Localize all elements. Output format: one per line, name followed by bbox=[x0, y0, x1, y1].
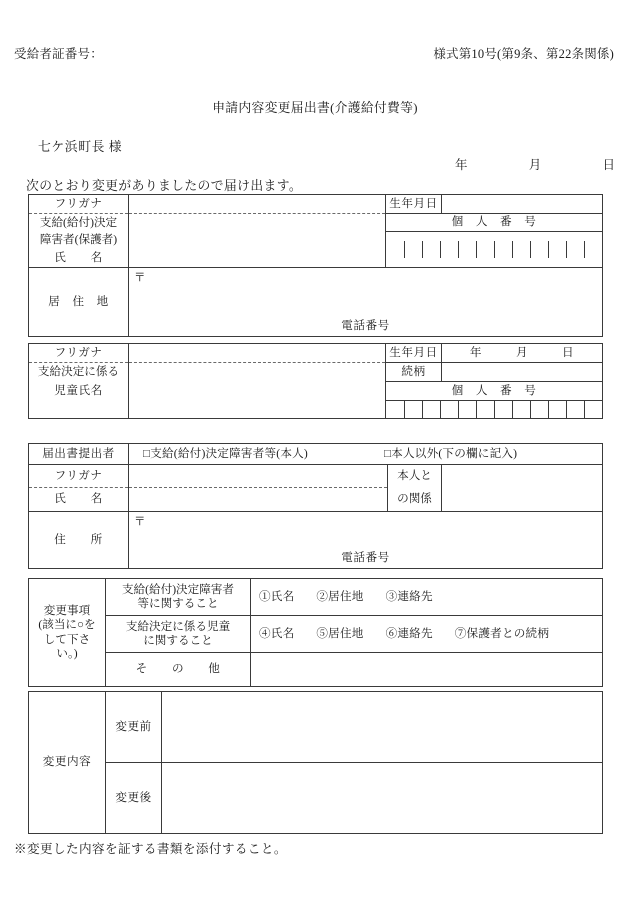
child-birthdate-label: 生年月日 bbox=[386, 344, 442, 363]
mynumber-cell[interactable] bbox=[584, 401, 602, 418]
submitter-checkbox-row bbox=[129, 444, 603, 465]
mynumber-cell[interactable] bbox=[530, 401, 548, 418]
table-row bbox=[29, 363, 603, 382]
change-items-row3-input[interactable] bbox=[251, 653, 603, 687]
change-items-row3-label: そ の 他 bbox=[106, 653, 251, 687]
child-furigana-label: フリガナ bbox=[29, 344, 129, 363]
child-birth-day-label: 日 bbox=[562, 345, 575, 359]
child-mynumber-boxes[interactable] bbox=[386, 401, 603, 419]
child-birth-month-label: 月 bbox=[515, 345, 529, 359]
beneficiary-residence-label: 居 住 地 bbox=[29, 268, 129, 337]
table-row bbox=[29, 465, 603, 488]
option-name[interactable]: ④氏名 bbox=[259, 626, 295, 640]
change-items-title bbox=[29, 579, 106, 687]
change-items-row1-options bbox=[251, 579, 603, 616]
option-residence[interactable]: ⑤居住地 bbox=[316, 626, 364, 640]
child-relation-label: 続柄 bbox=[386, 363, 442, 382]
beneficiary-name-label-2: 障害者(保護者) bbox=[29, 232, 129, 250]
addressee: 七ケ浜町長 様 bbox=[38, 140, 123, 154]
mynumber-cell[interactable] bbox=[440, 401, 458, 418]
beneficiary-furigana-input[interactable] bbox=[129, 195, 386, 214]
change-items-row2-label-line1: 支給決定に係る児童 bbox=[125, 619, 231, 633]
table-row bbox=[29, 268, 603, 337]
table-row bbox=[29, 653, 603, 687]
submitter-address-label: 住 所 bbox=[29, 512, 129, 569]
table-row bbox=[29, 444, 603, 465]
change-content-title: 変更内容 bbox=[29, 692, 106, 834]
change-items-row2-label-line2: に関すること bbox=[143, 634, 213, 647]
mynumber-cell[interactable] bbox=[548, 401, 566, 418]
mynumber-cell[interactable] bbox=[422, 241, 440, 258]
postal-mark-icon: 〒 bbox=[134, 516, 146, 528]
beneficiary-residence-input[interactable] bbox=[129, 268, 603, 337]
table-row bbox=[29, 214, 603, 232]
change-content-after-label: 変更後 bbox=[106, 763, 162, 834]
option-residence[interactable]: ②居住地 bbox=[316, 589, 364, 603]
child-birthdate-input[interactable] bbox=[442, 344, 603, 363]
submitter-relation-input-top[interactable] bbox=[442, 465, 603, 488]
change-items-row1-label-line2: 等に関すること bbox=[137, 597, 219, 610]
beneficiary-name-label-3: 氏 名 bbox=[29, 250, 129, 268]
table-row bbox=[29, 195, 603, 214]
submitter-furigana-label: フリガナ bbox=[29, 465, 129, 488]
table-row bbox=[29, 512, 603, 569]
mynumber-cell[interactable] bbox=[566, 241, 584, 258]
date-year-label: 年 bbox=[455, 158, 468, 172]
child-furigana-input[interactable] bbox=[129, 344, 386, 363]
checkbox-other[interactable]: □本人以外(下の欄に記入) bbox=[383, 446, 518, 460]
mynumber-cell[interactable] bbox=[458, 241, 476, 258]
change-content-table bbox=[28, 691, 603, 834]
mynumber-cell[interactable] bbox=[422, 401, 440, 418]
option-name[interactable]: ①氏名 bbox=[259, 589, 295, 603]
date-day-label: 日 bbox=[602, 158, 615, 172]
mynumber-cell[interactable] bbox=[386, 401, 404, 418]
child-name-label-2: 児童氏名 bbox=[29, 382, 129, 401]
mynumber-cell[interactable] bbox=[404, 241, 422, 258]
mynumber-cell[interactable] bbox=[440, 241, 458, 258]
mynumber-cell[interactable] bbox=[512, 401, 530, 418]
option-relation[interactable]: ⑦保護者との続柄 bbox=[454, 626, 550, 640]
date-line bbox=[455, 155, 615, 173]
mynumber-cell[interactable] bbox=[458, 401, 476, 418]
mynumber-cell[interactable] bbox=[386, 241, 404, 258]
submitter-relation-input[interactable] bbox=[442, 488, 603, 512]
mynumber-cell[interactable] bbox=[548, 241, 566, 258]
intro-text: 次のとおり変更がありましたので届け出ます。 bbox=[26, 179, 303, 193]
change-items-title-line1: 変更事項 bbox=[43, 603, 91, 617]
submitter-address-input[interactable] bbox=[129, 512, 603, 569]
option-contact[interactable]: ⑥連絡先 bbox=[385, 626, 433, 640]
change-items-title-line3: して下さ bbox=[43, 632, 91, 646]
beneficiary-furigana-label: フリガナ bbox=[29, 195, 129, 214]
mynumber-cell[interactable] bbox=[494, 401, 512, 418]
recipient-number-label: 受給者証番号： bbox=[14, 47, 103, 61]
mynumber-cell[interactable] bbox=[566, 401, 584, 418]
table-row bbox=[29, 579, 603, 616]
table-row bbox=[29, 616, 603, 653]
option-contact[interactable]: ③連絡先 bbox=[385, 589, 433, 603]
mynumber-cell[interactable] bbox=[494, 241, 512, 258]
checkbox-self[interactable]: □支給(給付)決定障害者等(本人) bbox=[143, 446, 308, 460]
child-name-input[interactable] bbox=[129, 363, 386, 419]
change-content-before-label: 変更前 bbox=[106, 692, 162, 763]
form-number: 様式第10号(第9条、第22条関係) bbox=[433, 47, 614, 61]
table-row bbox=[29, 692, 603, 763]
submitter-name-label: 氏 名 bbox=[29, 488, 129, 512]
change-items-row1-label-line1: 支給(給付)決定障害者 bbox=[121, 582, 235, 596]
mynumber-cell[interactable] bbox=[584, 241, 602, 258]
change-content-before-input[interactable] bbox=[162, 692, 603, 763]
child-table bbox=[28, 343, 603, 419]
beneficiary-phone-label: 電話番号 bbox=[341, 318, 390, 332]
child-mynumber-label: 個 人 番 号 bbox=[386, 382, 603, 401]
change-items-row1-label bbox=[106, 579, 251, 616]
submitter-phone-label: 電話番号 bbox=[341, 550, 390, 564]
table-row bbox=[29, 344, 603, 363]
beneficiary-mynumber-label: 個 人 番 号 bbox=[386, 214, 603, 232]
page-title: 申請内容変更届出書(介護給付費等) bbox=[212, 101, 418, 115]
beneficiary-mynumber-boxes[interactable] bbox=[386, 232, 603, 268]
mynumber-cell[interactable] bbox=[476, 401, 494, 418]
submitter-name-input[interactable] bbox=[129, 488, 388, 512]
submitter-relation-label-2: の関係 bbox=[388, 488, 442, 512]
change-content-after-input[interactable] bbox=[162, 763, 603, 834]
submitter-relation-label-1: 本人と bbox=[388, 465, 442, 488]
beneficiary-birthdate-input[interactable] bbox=[442, 195, 603, 214]
table-row bbox=[29, 763, 603, 834]
mynumber-cell[interactable] bbox=[476, 241, 494, 258]
footnote: ※変更した内容を証する書類を添付すること。 bbox=[14, 842, 287, 856]
submitter-furigana-input[interactable] bbox=[129, 465, 388, 488]
child-name-label-1: 支給決定に係る bbox=[29, 363, 129, 382]
postal-mark-icon: 〒 bbox=[134, 272, 146, 284]
beneficiary-name-input[interactable] bbox=[129, 214, 386, 268]
date-month-label: 月 bbox=[528, 158, 542, 172]
page-header bbox=[0, 44, 630, 64]
beneficiary-birthdate-label: 生年月日 bbox=[386, 195, 442, 214]
table-row bbox=[29, 488, 603, 512]
mynumber-cell[interactable] bbox=[512, 241, 530, 258]
submitter-label: 届出書提出者 bbox=[29, 444, 129, 465]
mynumber-cell[interactable] bbox=[530, 241, 548, 258]
change-items-table bbox=[28, 578, 603, 687]
child-name-label-spacer bbox=[29, 401, 129, 419]
child-relation-input[interactable] bbox=[442, 363, 603, 382]
change-items-title-line4: い。) bbox=[56, 646, 78, 660]
mynumber-cell[interactable] bbox=[404, 401, 422, 418]
beneficiary-table bbox=[28, 194, 603, 337]
change-items-title-line2: (該当に○を bbox=[38, 618, 96, 632]
submitter-table bbox=[28, 443, 603, 569]
child-birth-year-label: 年 bbox=[469, 345, 482, 359]
beneficiary-name-label-1: 支給(給付)決定 bbox=[29, 214, 129, 232]
change-items-row2-label bbox=[106, 616, 251, 653]
change-items-row2-options bbox=[251, 616, 603, 653]
